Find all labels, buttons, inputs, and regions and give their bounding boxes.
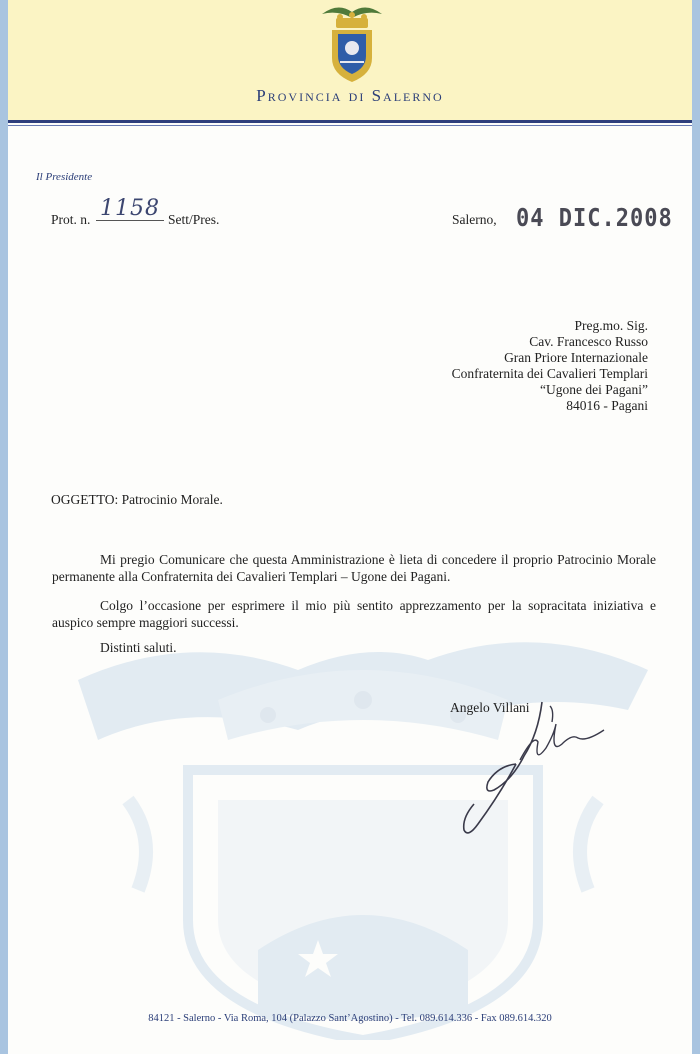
recipient-line: Cav. Francesco Russo: [529, 334, 648, 349]
institution-name: Provincia di Salerno: [256, 86, 444, 105]
protocol-prefix: Prot. n.: [51, 212, 91, 227]
subject-line: OGGETTO: Patrocinio Morale.: [51, 492, 223, 507]
date-stamp: 04 DIC.2008: [516, 204, 673, 233]
signatory-name: Angelo Villani: [450, 700, 530, 715]
handwritten-signature: [454, 694, 614, 844]
recipient-line: Gran Priore Internazionale: [504, 350, 648, 365]
place-label: Salerno,: [452, 212, 497, 227]
coat-of-arms-icon: [318, 2, 386, 84]
recipient-line: “Ugone dei Pagani”: [540, 382, 648, 397]
recipient-line: Preg.mo. Sig.: [574, 318, 648, 333]
footer-address: 84121 - Salerno - Via Roma, 104 (Palazzo Sant’Agostino) - Tel. 089.614.336 - Fax 089.614.320: [148, 1013, 552, 1024]
recipient-block: [452, 318, 648, 414]
office-label: Il Presidente: [36, 171, 93, 183]
header-divider: [8, 125, 692, 126]
recipient-line: 84016 - Pagani: [566, 398, 648, 413]
body-paragraph: Mi pregio Comunicare che questa Amministrazione è lieta di concedere il proprio Patrocinio Morale permanente alla Confraternita dei Cavalieri Templari – Ugone dei Pagani.: [52, 552, 656, 584]
protocol-number: 1158: [96, 198, 164, 221]
letterhead: [8, 0, 692, 123]
body-paragraph: Colgo l’occasione per esprimere il mio più sentito apprezzamento per la sopracitata iniziativa e auspico sempre maggiori successi.: [52, 598, 656, 630]
protocol-suffix: Sett/Pres.: [168, 212, 220, 227]
letter-sheet: [8, 0, 692, 1054]
closing-salutation: Distinti saluti.: [100, 640, 177, 655]
recipient-line: Confraternita dei Cavalieri Templari: [451, 366, 648, 381]
